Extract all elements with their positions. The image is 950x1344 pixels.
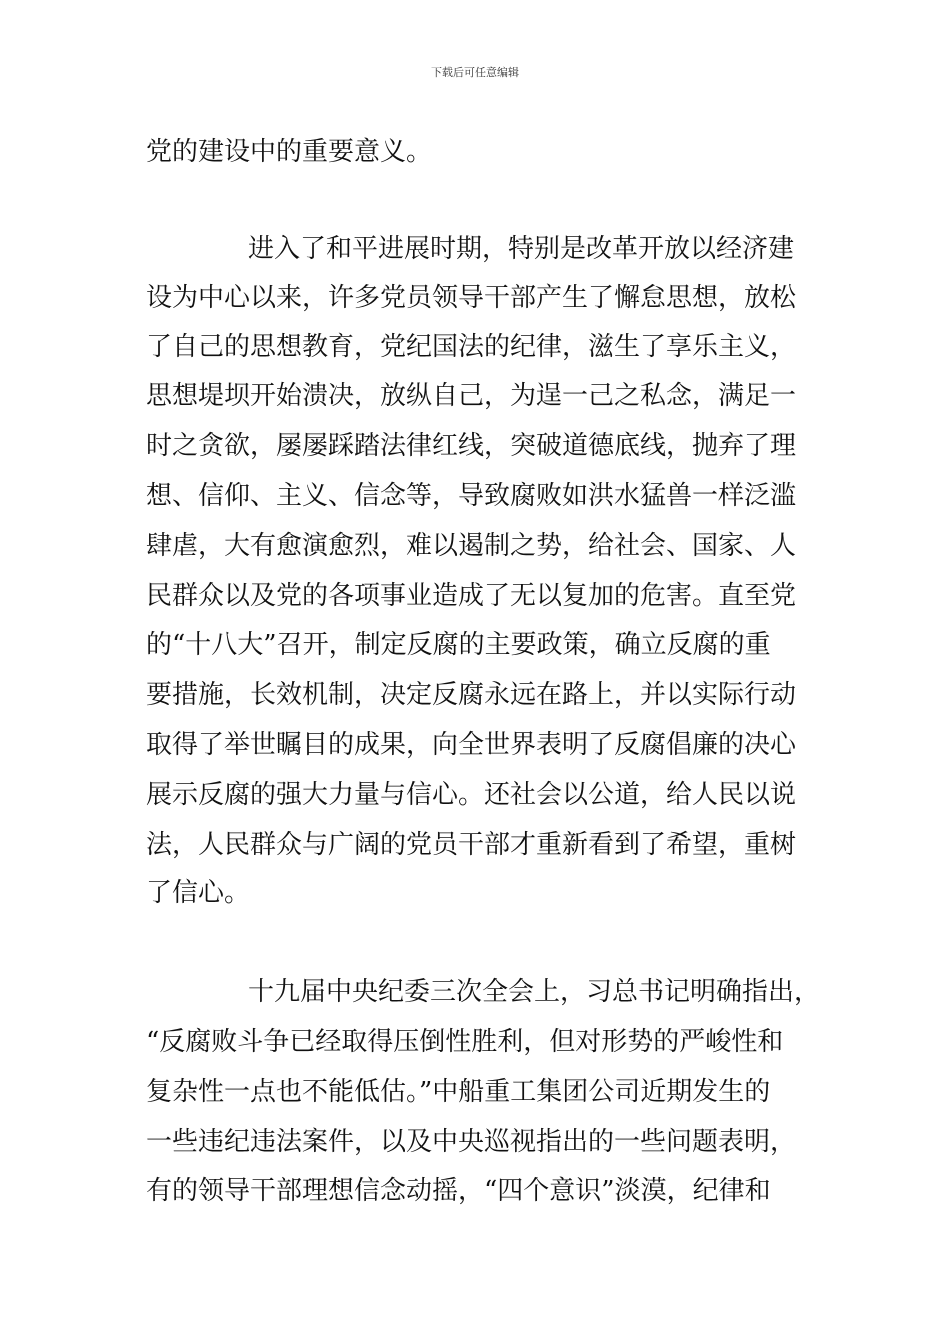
- text-line: 一些违纪违法案件，以及中央巡视指出的一些问题表明，: [146, 1127, 797, 1157]
- text-line: 法，人民群众与广阔的党员干部才重新看到了希望，重树: [146, 830, 797, 860]
- text-line: “反腐败斗争已经取得压倒性胜利，但对形势的严峻性和: [146, 1027, 784, 1057]
- text-line: 要措施，长效机制，决定反腐永远在路上，并以实际行动: [146, 680, 797, 710]
- text-line: 十九届中央纪委三次全会上，习总书记明确指出，: [248, 977, 821, 1007]
- text-line: 党的建设中的重要意义。: [146, 137, 433, 167]
- text-line: 了信心。: [146, 878, 251, 908]
- text-line: 的“十八大”召开，制定反腐的主要政策，确立反腐的重: [146, 630, 771, 660]
- text-line: 肆虐，大有愈演愈烈，难以遏制之势，给社会、国家、人: [146, 531, 797, 561]
- page-header: 下载后可任意编辑: [431, 66, 519, 79]
- text-line: 展示反腐的强大力量与信心。还社会以公道，给人民以说: [146, 780, 797, 810]
- text-line: 设为中心以来，许多党员领导干部产生了懈怠思想，放松: [146, 283, 797, 313]
- text-line: 时之贪欲，屡屡踩踏法律红线，突破道德底线，抛弃了理: [146, 431, 797, 461]
- text-line: 有的领导干部理想信念动摇，“四个意识”淡漠，纪律和: [146, 1176, 771, 1206]
- text-line: 取得了举世瞩目的成果，向全世界表明了反腐倡廉的决心: [146, 730, 797, 760]
- text-line: 想、信仰、主义、信念等，导致腐败如洪水猛兽一样泛滥: [146, 481, 797, 511]
- text-line: 了自己的思想教育，党纪国法的纪律，滋生了享乐主义，: [146, 332, 797, 362]
- text-line: 思想堤坝开始溃决，放纵自己，为逞一己之私念，满足一: [146, 381, 797, 411]
- text-line: 进入了和平进展时期，特别是改革开放以经济建: [248, 234, 795, 264]
- text-line: 复杂性一点也不能低估。”中船重工集团公司近期发生的: [146, 1077, 771, 1107]
- text-line: 民群众以及党的各项事业造成了无以复加的危害。直至党: [146, 581, 797, 611]
